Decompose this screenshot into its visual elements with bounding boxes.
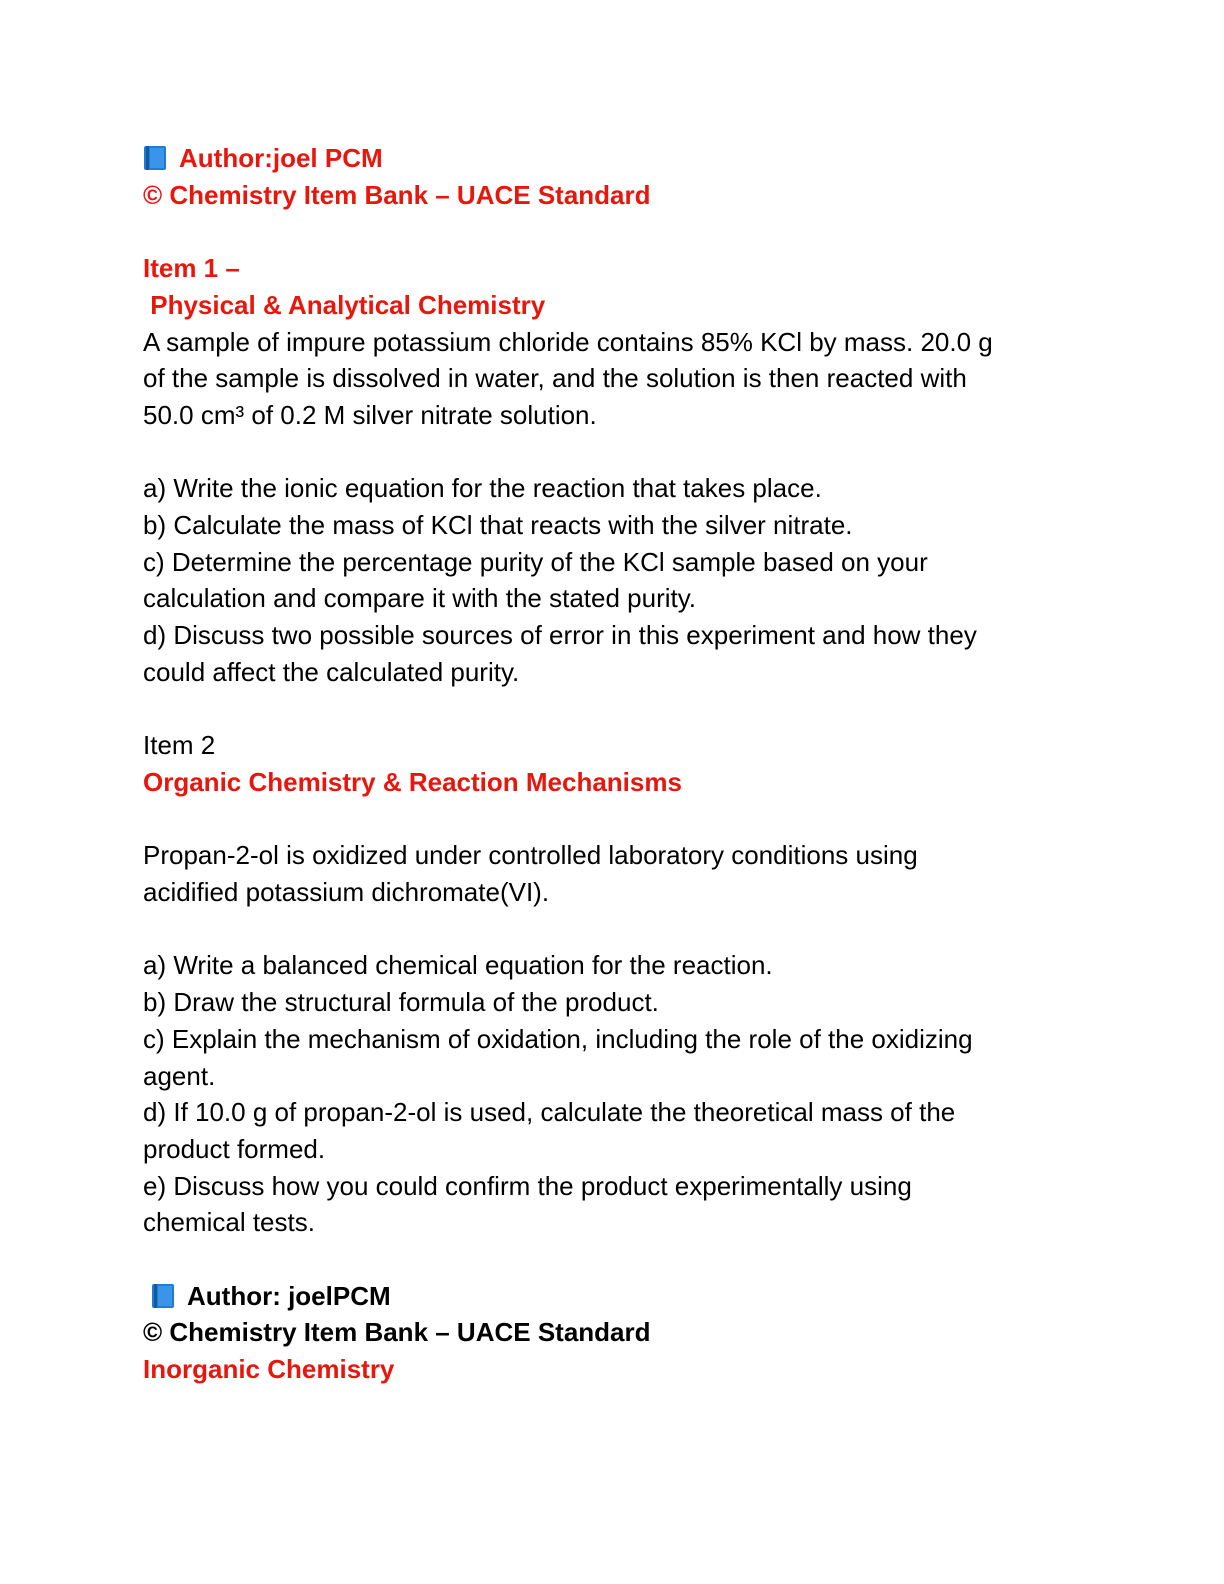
item1-part-c-cont: calculation and compare it with the stated purity. xyxy=(143,583,697,614)
spacer xyxy=(143,691,1083,728)
item2-part-e-cont: chemical tests. xyxy=(143,1207,315,1238)
spacer xyxy=(143,434,1083,471)
footer-copyright: © Chemistry Item Bank – UACE Standard xyxy=(143,1317,651,1348)
blue-book-icon xyxy=(151,1283,175,1309)
item2-part-a: a) Write a balanced chemical equation for the reaction. xyxy=(143,950,773,981)
item1-part-c: c) Determine the percentage purity of the KCl sample based on your xyxy=(143,546,928,577)
item2-part-c: c) Explain the mechanism of oxidation, including the role of the oxidizing xyxy=(143,1023,973,1054)
item1-part-d: d) Discuss two possible sources of error in this experiment and how they xyxy=(143,620,977,651)
item2-part-d-cont: product formed. xyxy=(143,1133,326,1164)
item1-stem-line: 50.0 cm³ of 0.2 M silver nitrate solution. xyxy=(143,399,597,430)
item1-stem-line: A sample of impure potassium chloride contains 85% KCl by mass. 20.0 g xyxy=(143,326,993,357)
item2-subject: Organic Chemistry & Reaction Mechanisms xyxy=(143,766,682,797)
item1-stem-line: of the sample is dissolved in water, and the solution is then reacted with xyxy=(143,363,967,394)
item2-title: Item 2 xyxy=(143,730,216,761)
document-page xyxy=(143,140,1083,1388)
footer-author-line xyxy=(143,1278,1083,1315)
item2-part-d: d) If 10.0 g of propan-2-ol is used, calculate the theoretical mass of the xyxy=(143,1097,956,1128)
item1-title: Item 1 – xyxy=(143,253,240,284)
footer-subject: Inorganic Chemistry xyxy=(143,1354,395,1385)
blue-book-icon xyxy=(143,145,167,171)
item2-stem-line: Propan-2-ol is oxidized under controlled laboratory conditions using xyxy=(143,840,918,871)
header-author: Author:joel PCM xyxy=(179,143,383,173)
item1-part-b: b) Calculate the mass of KCl that reacts with the silver nitrate. xyxy=(143,510,853,540)
item2-stem-line: acidified potassium dichromate(VI). xyxy=(143,877,550,907)
spacer xyxy=(143,801,1083,838)
item1-part-d-cont: could affect the calculated purity. xyxy=(143,656,520,687)
spacer xyxy=(143,911,1083,948)
footer-author: Author: joelPCM xyxy=(187,1280,391,1311)
item1-part-a: a) Write the ionic equation for the reaction that takes place. xyxy=(143,473,822,504)
item2-part-c-cont: agent. xyxy=(143,1060,216,1091)
item2-part-b: b) Draw the structural formula of the product. xyxy=(143,987,659,1018)
header-copyright: © Chemistry Item Bank – UACE Standard xyxy=(143,179,651,210)
spacer xyxy=(143,1241,1083,1278)
header-author-line xyxy=(143,140,1083,177)
item2-part-e: e) Discuss how you could confirm the product experimentally using xyxy=(143,1170,912,1201)
item1-subject: Physical & Analytical Chemistry xyxy=(143,289,546,320)
spacer xyxy=(143,213,1083,250)
